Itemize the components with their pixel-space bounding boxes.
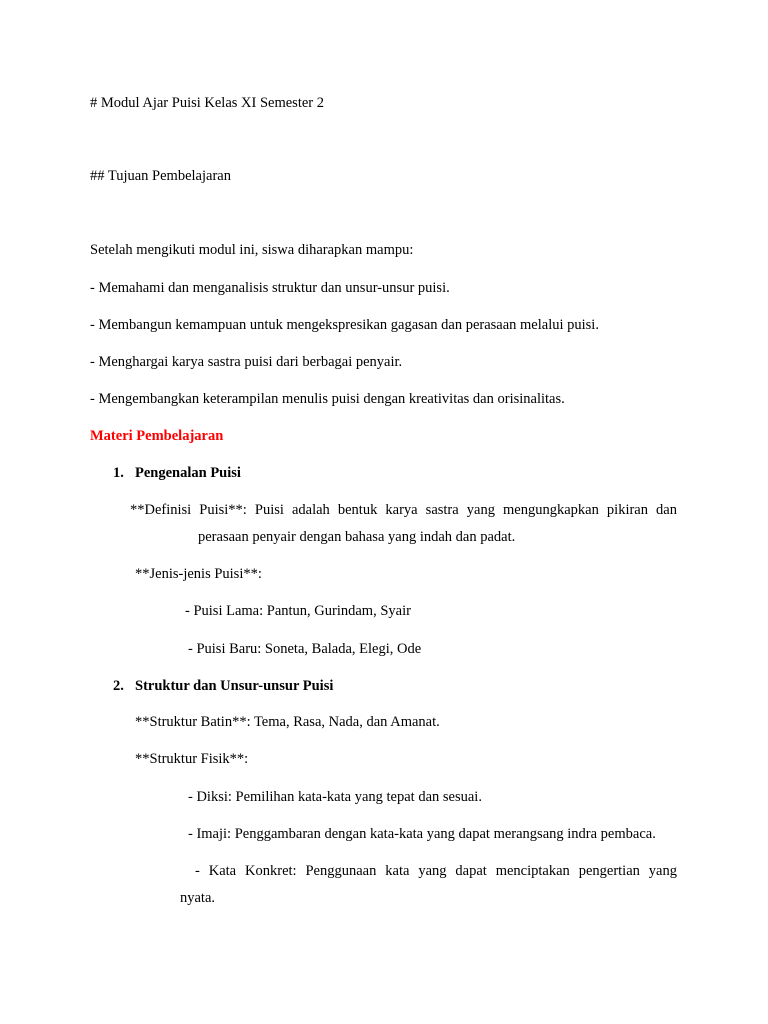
fisik-item: - Diksi: Pemilihan kata-kata yang tepat dan sesuai.	[188, 789, 482, 805]
definisi-line-1: **Definisi Puisi**: Puisi adalah bentuk karya sastra yang mengungkapkan pikiran dan	[130, 502, 677, 518]
kata-konkret-line-2: nyata.	[180, 890, 216, 906]
section-1-heading	[113, 464, 241, 482]
jenis-item: - Puisi Lama: Pantun, Gurindam, Syair	[185, 603, 411, 619]
goal-item: - Membangun kemampuan untuk mengekspresikan gagasan dan perasaan melalui puisi.	[90, 317, 599, 333]
section-heading-tujuan: ## Tujuan Pembelajaran	[90, 168, 231, 184]
section-number: 1.	[113, 465, 124, 481]
struktur-fisik-label: **Struktur Fisik**:	[135, 751, 249, 767]
section-2-heading	[113, 677, 333, 695]
materi-heading: Materi Pembelajaran	[90, 428, 224, 444]
struktur-batin: **Struktur Batin**: Tema, Rasa, Nada, dan Amanat.	[135, 714, 440, 730]
jenis-label: **Jenis-jenis Puisi**:	[135, 566, 262, 582]
section-title: Struktur dan Unsur-unsur Puisi	[135, 678, 334, 694]
fisik-item: - Imaji: Penggambaran dengan kata-kata yang dapat merangsang indra pembaca.	[188, 826, 656, 842]
intro-paragraph: Setelah mengikuti modul ini, siswa diharapkan mampu:	[90, 242, 414, 258]
goal-item: - Memahami dan menganalisis struktur dan unsur-unsur puisi.	[90, 280, 450, 296]
goal-item: - Menghargai karya sastra puisi dari berbagai penyair.	[90, 354, 403, 370]
section-number: 2.	[113, 678, 124, 694]
definisi-line-2: perasaan penyair dengan bahasa yang indah dan padat.	[198, 529, 516, 545]
jenis-item: - Puisi Baru: Soneta, Balada, Elegi, Ode	[188, 641, 422, 657]
kata-konkret-line-1: - Kata Konkret: Penggunaan kata yang dapat menciptakan pengertian yang	[195, 863, 677, 879]
section-title: Pengenalan Puisi	[135, 465, 241, 481]
goal-item: - Mengembangkan keterampilan menulis puisi dengan kreativitas dan orisinalitas.	[90, 391, 565, 407]
document-heading: # Modul Ajar Puisi Kelas XI Semester 2	[90, 95, 324, 111]
